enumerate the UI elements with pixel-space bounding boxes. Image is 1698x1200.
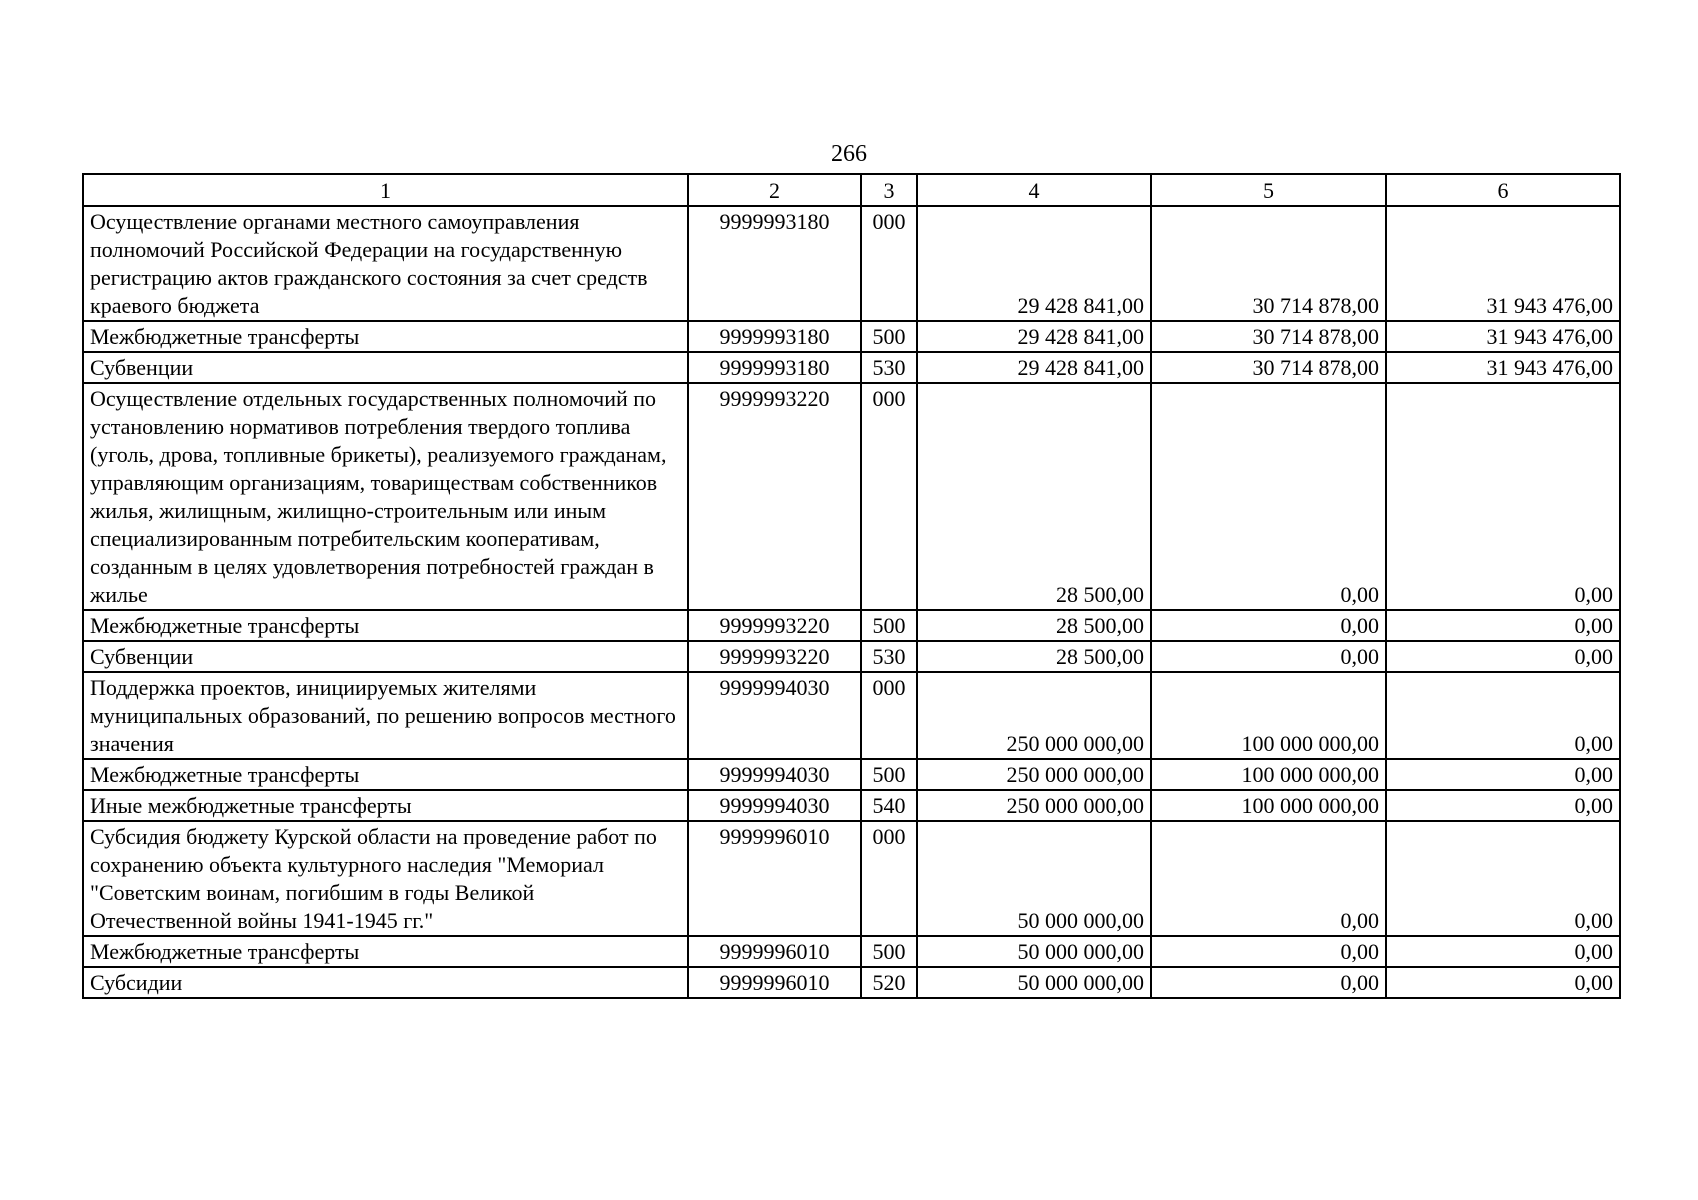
- amount-col4-cell: 50 000 000,00: [917, 821, 1151, 936]
- amount-col5-cell: 30 714 878,00: [1151, 352, 1386, 383]
- expense-type-cell: 500: [861, 936, 917, 967]
- target-code-cell: 9999996010: [688, 821, 861, 936]
- table-row: [83, 641, 1620, 672]
- amount-col6-cell: 0,00: [1386, 790, 1620, 821]
- amount-col6-cell: 0,00: [1386, 610, 1620, 641]
- expense-type-cell: 500: [861, 610, 917, 641]
- target-code-cell: 9999994030: [688, 672, 861, 759]
- target-code-cell: 9999993220: [688, 641, 861, 672]
- row-name-cell: Межбюджетные трансферты: [83, 936, 688, 967]
- column-header: 4: [917, 174, 1151, 206]
- amount-col6-cell: 0,00: [1386, 641, 1620, 672]
- amount-col5-cell: 100 000 000,00: [1151, 790, 1386, 821]
- amount-col6-cell: 0,00: [1386, 821, 1620, 936]
- column-header: 5: [1151, 174, 1386, 206]
- amount-col6-cell: 0,00: [1386, 759, 1620, 790]
- table-row: [83, 352, 1620, 383]
- amount-col4-cell: 29 428 841,00: [917, 206, 1151, 321]
- target-code-cell: 9999994030: [688, 759, 861, 790]
- amount-col5-cell: 30 714 878,00: [1151, 206, 1386, 321]
- expense-type-cell: 000: [861, 672, 917, 759]
- page-number: 266: [831, 141, 867, 167]
- amount-col4-cell: 28 500,00: [917, 641, 1151, 672]
- amount-col5-cell: 0,00: [1151, 821, 1386, 936]
- amount-col6-cell: 31 943 476,00: [1386, 352, 1620, 383]
- amount-col5-cell: 100 000 000,00: [1151, 672, 1386, 759]
- amount-col5-cell: 0,00: [1151, 610, 1386, 641]
- table-row: [83, 759, 1620, 790]
- row-name-cell: Субсидия бюджету Курской области на проведение работ по сохранению объекта культурного наследия "Мемориал "Советским воинам, погибшим в годы Великой Отечественной войны 1941-1945 гг.": [83, 821, 688, 936]
- amount-col5-cell: 0,00: [1151, 383, 1386, 610]
- amount-col6-cell: 0,00: [1386, 383, 1620, 610]
- expense-type-cell: 000: [861, 206, 917, 321]
- target-code-cell: 9999994030: [688, 790, 861, 821]
- table-row: [83, 383, 1620, 610]
- target-code-cell: 9999993180: [688, 206, 861, 321]
- column-header: 2: [688, 174, 861, 206]
- target-code-cell: 9999993180: [688, 321, 861, 352]
- target-code-cell: 9999993180: [688, 352, 861, 383]
- expense-type-cell: 000: [861, 383, 917, 610]
- amount-col5-cell: 0,00: [1151, 967, 1386, 998]
- expense-type-cell: 520: [861, 967, 917, 998]
- target-code-cell: 9999993220: [688, 610, 861, 641]
- table-header-row: [83, 174, 1620, 206]
- row-name-cell: Поддержка проектов, инициируемых жителями муниципальных образований, по решению вопросов местного значения: [83, 672, 688, 759]
- table-body: [83, 206, 1620, 998]
- row-name-cell: Осуществление органами местного самоуправления полномочий Российской Федерации на государственную регистрацию актов гражданского состояния за счет средств краевого бюджета: [83, 206, 688, 321]
- amount-col6-cell: 31 943 476,00: [1386, 321, 1620, 352]
- row-name-cell: Иные межбюджетные трансферты: [83, 790, 688, 821]
- amount-col5-cell: 0,00: [1151, 641, 1386, 672]
- expense-type-cell: 500: [861, 759, 917, 790]
- amount-col6-cell: 0,00: [1386, 936, 1620, 967]
- row-name-cell: Субвенции: [83, 352, 688, 383]
- amount-col4-cell: 28 500,00: [917, 383, 1151, 610]
- amount-col4-cell: 28 500,00: [917, 610, 1151, 641]
- target-code-cell: 9999996010: [688, 936, 861, 967]
- expense-type-cell: 530: [861, 641, 917, 672]
- row-name-cell: Субвенции: [83, 641, 688, 672]
- amount-col4-cell: 29 428 841,00: [917, 321, 1151, 352]
- table-row: [83, 610, 1620, 641]
- expense-type-cell: 530: [861, 352, 917, 383]
- column-header: 1: [83, 174, 688, 206]
- amount-col5-cell: 100 000 000,00: [1151, 759, 1386, 790]
- budget-table: [82, 173, 1621, 999]
- expense-type-cell: 000: [861, 821, 917, 936]
- target-code-cell: 9999993220: [688, 383, 861, 610]
- row-name-cell: Межбюджетные трансферты: [83, 610, 688, 641]
- table-row: [83, 936, 1620, 967]
- row-name-cell: Межбюджетные трансферты: [83, 759, 688, 790]
- row-name-cell: Осуществление отдельных государственных полномочий по установлению нормативов потребления твердого топлива (уголь, дрова, топливные брикеты), реализуемого гражданам, управляющим организациям, товариществам собственников жилья, жилищным, жилищно-строительным или иным специализированным потребительским кооперативам, созданным в целях удовлетворения потребностей граждан в жилье: [83, 383, 688, 610]
- amount-col4-cell: 250 000 000,00: [917, 759, 1151, 790]
- amount-col4-cell: 29 428 841,00: [917, 352, 1151, 383]
- amount-col4-cell: 250 000 000,00: [917, 672, 1151, 759]
- target-code-cell: 9999996010: [688, 967, 861, 998]
- table-row: [83, 206, 1620, 321]
- column-header: 3: [861, 174, 917, 206]
- amount-col6-cell: 31 943 476,00: [1386, 206, 1620, 321]
- amount-col4-cell: 50 000 000,00: [917, 936, 1151, 967]
- amount-col6-cell: 0,00: [1386, 967, 1620, 998]
- amount-col4-cell: 250 000 000,00: [917, 790, 1151, 821]
- amount-col6-cell: 0,00: [1386, 672, 1620, 759]
- table-row: [83, 821, 1620, 936]
- table-row: [83, 967, 1620, 998]
- column-header: 6: [1386, 174, 1620, 206]
- table-row: [83, 790, 1620, 821]
- amount-col5-cell: 0,00: [1151, 936, 1386, 967]
- expense-type-cell: 540: [861, 790, 917, 821]
- row-name-cell: Субсидии: [83, 967, 688, 998]
- table-row: [83, 321, 1620, 352]
- expense-type-cell: 500: [861, 321, 917, 352]
- table-row: [83, 672, 1620, 759]
- amount-col4-cell: 50 000 000,00: [917, 967, 1151, 998]
- amount-col5-cell: 30 714 878,00: [1151, 321, 1386, 352]
- row-name-cell: Межбюджетные трансферты: [83, 321, 688, 352]
